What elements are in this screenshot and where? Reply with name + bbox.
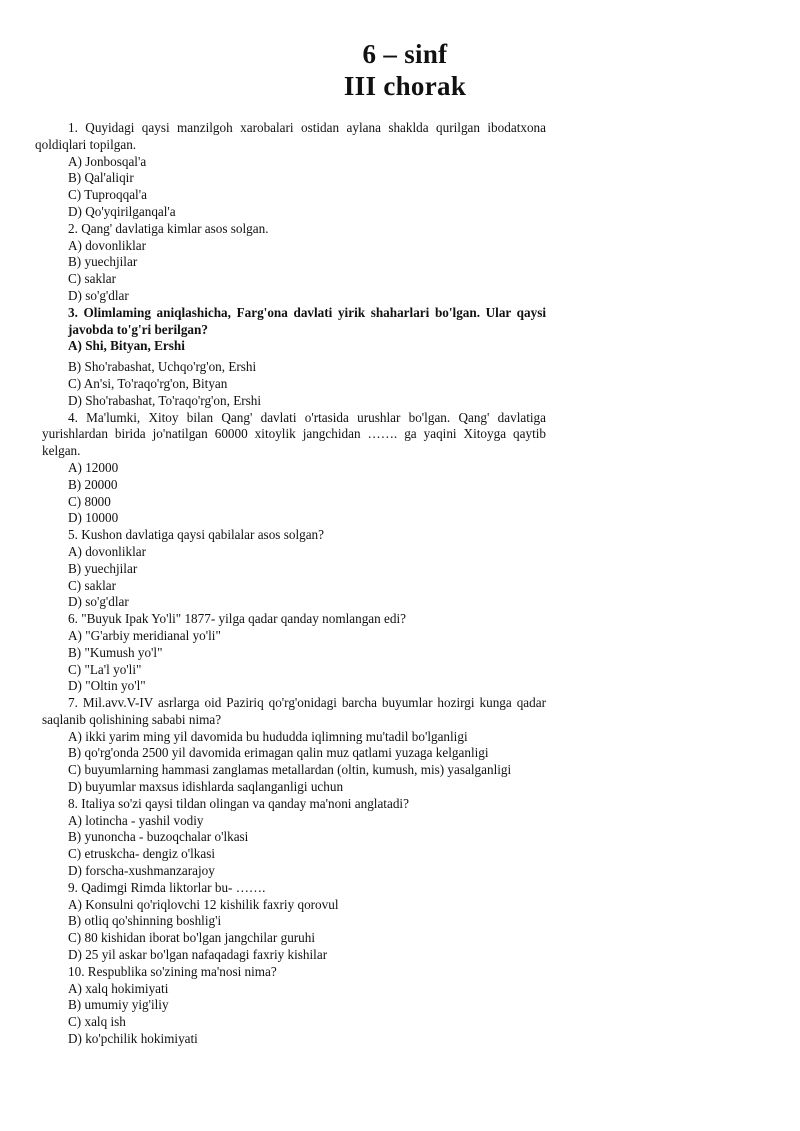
question-text: 7. Mil.avv.V-IV asrlarga oid Paziriq qo'rg'onidagi barcha buyumlar hozirgi kunga qadar saqlanib qolishining sababi nima? bbox=[42, 695, 546, 727]
answer-option: B) otliq qo'shinning boshlig'i bbox=[68, 913, 222, 929]
question-text: 3. Olimlaming aniqlashicha, Farg'ona davlati yirik shaharlari bo'lgan. Ular qaysi javobda to'g'ri berilgan? bbox=[68, 304, 546, 337]
answer-option: D) so'g'dlar bbox=[68, 594, 129, 610]
answer-option: B) 20000 bbox=[68, 476, 118, 492]
answer-option: B) yuechjilar bbox=[68, 560, 138, 576]
answer-option: A) xalq hokimiyati bbox=[68, 980, 169, 996]
answer-option: D) Sho'rabashat, To'raqo'rg'on, Ershi bbox=[68, 392, 262, 408]
answer-option: D) "Oltin yo'l" bbox=[68, 678, 146, 694]
question-block bbox=[68, 527, 546, 611]
question-block bbox=[35, 120, 546, 221]
question-text: 5. Kushon davlatiga qaysi qabilalar asos solgan? bbox=[68, 527, 324, 543]
answer-option: C) etruskcha- dengiz o'lkasi bbox=[68, 846, 216, 862]
question-block bbox=[42, 695, 546, 796]
answer-option: C) saklar bbox=[68, 577, 116, 593]
answer-option: A) lotincha - yashil vodiy bbox=[68, 812, 204, 828]
answer-option: A) ikki yarim ming yil davomida bu hududda iqlimning mu'tadil bo'lganligi bbox=[68, 728, 468, 744]
answer-option: D) so'g'dlar bbox=[68, 287, 129, 303]
question-text: 8. Italiya so'zi qaysi tildan olingan va qanday ma'noni anglatadi? bbox=[68, 795, 409, 811]
answer-option: A) dovonliklar bbox=[68, 237, 147, 253]
answer-option: C) 80 kishidan iborat bo'lgan jangchilar guruhi bbox=[68, 930, 316, 946]
answer-option: C) Tuproqqal'a bbox=[68, 187, 147, 203]
answer-option: B) umumiy yig'iliy bbox=[68, 997, 169, 1013]
answer-option: B) Sho'rabashat, Uchqo'rg'on, Ershi bbox=[68, 359, 257, 375]
answer-option: C) 8000 bbox=[68, 493, 111, 509]
answer-option: B) "Kumush yo'l" bbox=[68, 644, 163, 660]
question-text: 10. Respublika so'zining ma'nosi nima? bbox=[68, 963, 277, 979]
answer-option: D) forscha-xushmanzarajoy bbox=[68, 863, 215, 879]
answer-option: A) dovonliklar bbox=[68, 543, 147, 559]
answer-option: D) ko'pchilik hokimiyati bbox=[68, 1031, 198, 1047]
question-text: 9. Qadimgi Rimda liktorlar bu- ……. bbox=[68, 879, 266, 895]
answer-option: A) Shi, Bityan, Ershi bbox=[68, 338, 185, 354]
question-list bbox=[35, 120, 546, 1048]
answer-option: B) qo'rg'onda 2500 yil davomida erimagan qalin muz qatlami yuzaga kelganligi bbox=[68, 745, 489, 761]
question-text: 4. Ma'lumki, Xitoy bilan Qang' davlati o'rtasida urushlar bo'lgan. Qang' davlatiga yurishlardan birida jo'natilgan 60000 xitoylik jangchidan ……. ga yaqini Xitoyga qaytib kelgan. bbox=[42, 409, 546, 459]
question-text: 6. "Buyuk Ipak Yo'li" 1877- yilga qadar qanday nomlangan edi? bbox=[68, 611, 407, 627]
question-block bbox=[68, 221, 546, 305]
question-block bbox=[68, 611, 546, 695]
page-subtitle: III chorak bbox=[343, 71, 467, 101]
question-block bbox=[68, 796, 546, 880]
answer-option: A) Konsulni qo'riqlovchi 12 kishilik faxriy qorovul bbox=[68, 896, 339, 912]
answer-option: A) 12000 bbox=[68, 459, 119, 475]
answer-option: C) An'si, To'raqo'rg'on, Bityan bbox=[68, 375, 228, 391]
question-block bbox=[68, 305, 546, 410]
answer-option: C) xalq ish bbox=[68, 1014, 126, 1030]
answer-option: A) "G'arbiy meridianal yo'li" bbox=[68, 627, 221, 643]
answer-option: D) 25 yil askar bo'lgan nafaqadagi faxriy kishilar bbox=[68, 947, 328, 963]
answer-option: C) saklar bbox=[68, 271, 116, 287]
question-text: 2. Qang' davlatiga kimlar asos solgan. bbox=[68, 220, 269, 236]
answer-option: B) yuechjilar bbox=[68, 254, 138, 270]
question-text: 1. Quyidagi qaysi manzilgoh xarobalari ostidan aylana shaklda qurilgan ibodatxona qoldiqlari topilgan. bbox=[35, 120, 546, 152]
answer-option: C) "La'l yo'li" bbox=[68, 661, 142, 677]
answer-option: B) yunoncha - buzoqchalar o'lkasi bbox=[68, 829, 249, 845]
question-block bbox=[42, 409, 546, 528]
answer-option: D) 10000 bbox=[68, 510, 119, 526]
answer-option: D) buyumlar maxsus idishlarda saqlanganligi uchun bbox=[68, 779, 344, 795]
answer-option: A) Jonbosqal'a bbox=[68, 153, 147, 169]
answer-option: D) Qo'yqirilganqal'a bbox=[68, 203, 176, 219]
answer-option: B) Qal'aliqir bbox=[68, 170, 134, 186]
answer-option: C) buyumlarning hammasi zanglamas metallardan (oltin, kumush, mis) yasalganligi bbox=[68, 762, 512, 778]
question-block bbox=[68, 880, 546, 964]
question-block bbox=[68, 964, 546, 1048]
page-title: 6 – sinf bbox=[362, 39, 448, 69]
